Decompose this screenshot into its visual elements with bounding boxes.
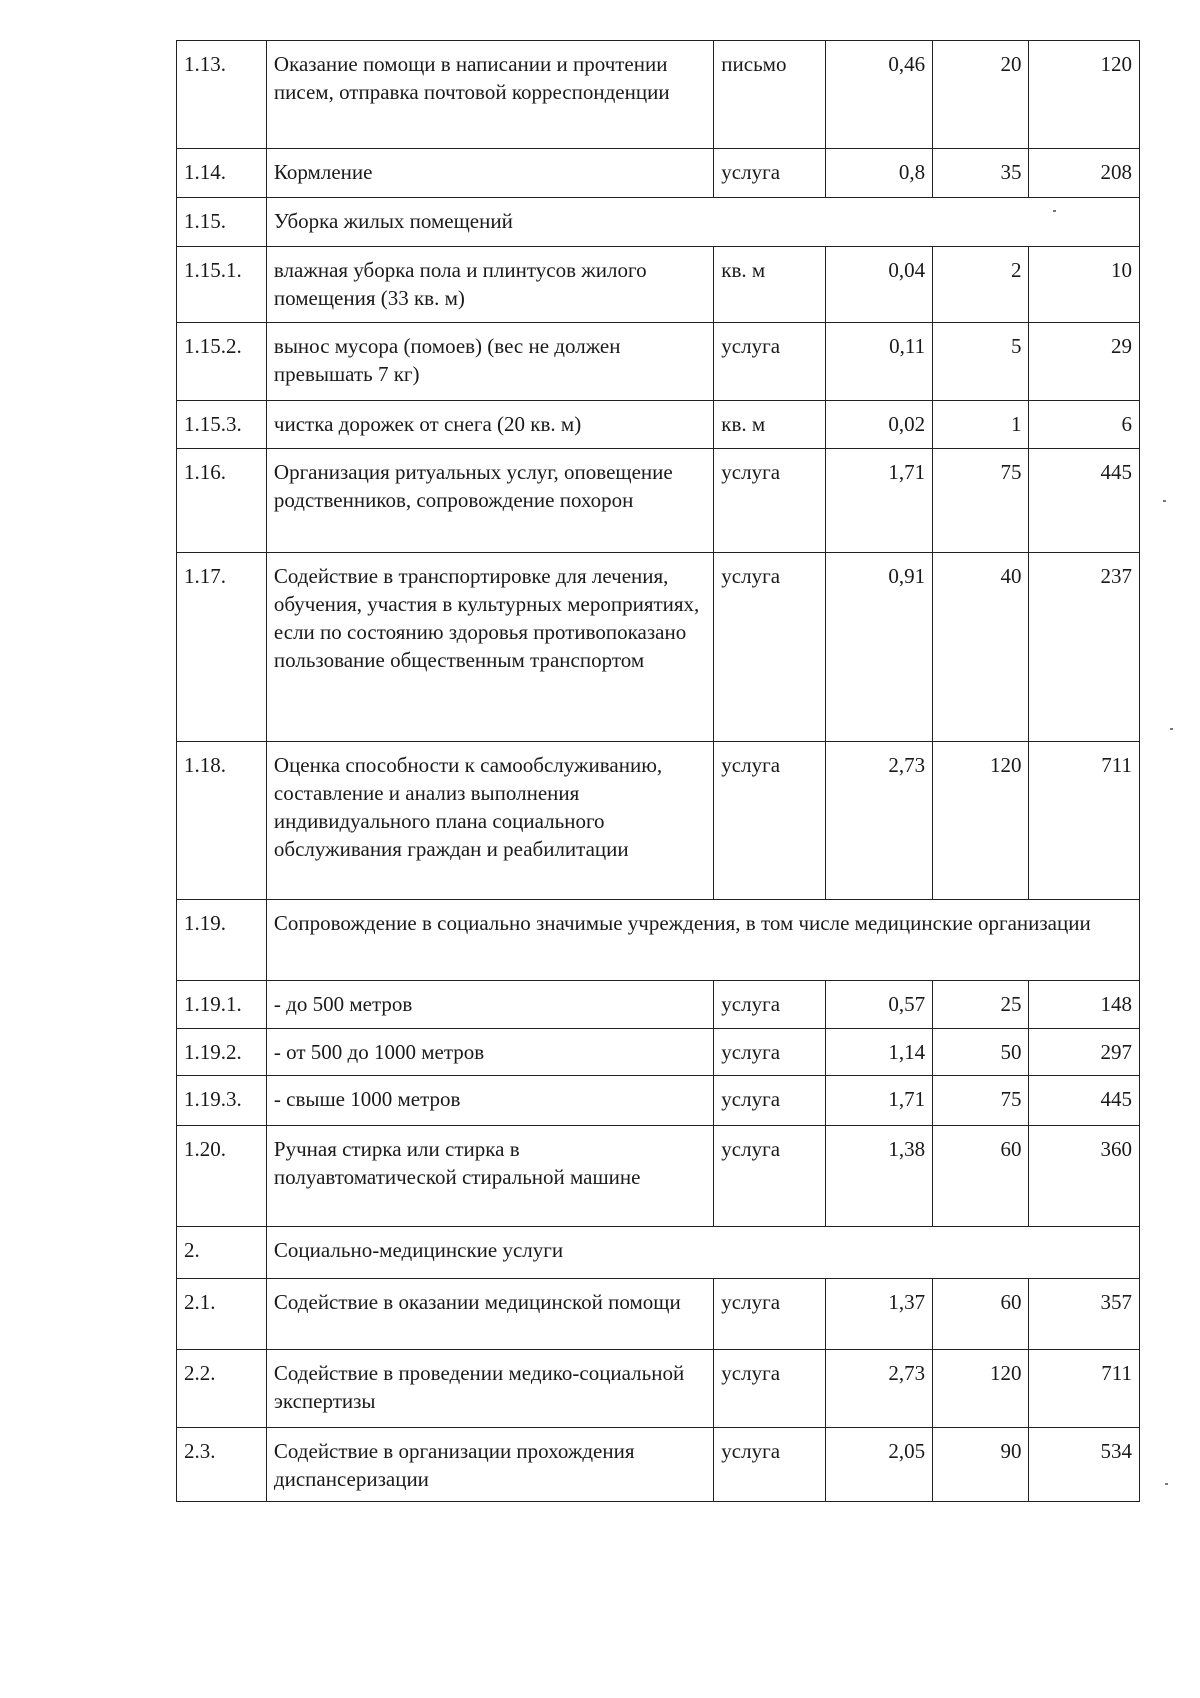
- table-row: [177, 401, 1140, 449]
- value-cell-1: 0,11: [825, 323, 932, 401]
- value-cell-2: 75: [933, 449, 1029, 553]
- table-section-row: [177, 1227, 1140, 1279]
- value-cell-3: 445: [1029, 1076, 1140, 1126]
- value-cell-2: 60: [933, 1279, 1029, 1350]
- unit-cell: услуга: [714, 1350, 826, 1428]
- value-cell-2: 20: [933, 41, 1029, 149]
- row-number-cell: 1.16.: [177, 449, 267, 553]
- table-row: [177, 1350, 1140, 1428]
- table-row: [177, 247, 1140, 323]
- service-name-cell: Содействие в проведении медико-социальной экспертизы: [266, 1350, 713, 1428]
- value-cell-1: 0,91: [825, 553, 932, 742]
- service-name-cell: Организация ритуальных услуг, оповещение родственников, сопровождение похорон: [266, 449, 713, 553]
- table-section-row: [177, 900, 1140, 981]
- service-name-cell: Содействие в оказании медицинской помощи: [266, 1279, 713, 1350]
- row-number-cell: 2.3.: [177, 1428, 267, 1502]
- table-section-row: [177, 198, 1140, 247]
- unit-cell: услуга: [714, 1428, 826, 1502]
- unit-cell: услуга: [714, 1279, 826, 1350]
- unit-cell: кв. м: [714, 401, 826, 449]
- row-number-cell: 1.19.2.: [177, 1029, 267, 1076]
- value-cell-3: 297: [1029, 1029, 1140, 1076]
- value-cell-2: 40: [933, 553, 1029, 742]
- scan-speck: [1165, 1483, 1168, 1485]
- service-name-cell: Содействие в транспортировке для лечения, обучения, участия в культурных мероприятиях, если по состоянию здоровья противопоказано пользование общественным транспортом: [266, 553, 713, 742]
- service-name-cell: чистка дорожек от снега (20 кв. м): [266, 401, 713, 449]
- service-name-cell: Оценка способности к самообслуживанию, составление и анализ выполнения индивидуального плана социального обслуживания граждан и реабилитации: [266, 742, 713, 900]
- value-cell-2: 50: [933, 1029, 1029, 1076]
- value-cell-2: 2: [933, 247, 1029, 323]
- scan-speck: [1170, 728, 1173, 730]
- value-cell-2: 35: [933, 149, 1029, 198]
- value-cell-3: 6: [1029, 401, 1140, 449]
- row-number-cell: 1.15.: [177, 198, 267, 247]
- row-number-cell: 1.19.: [177, 900, 267, 981]
- value-cell-3: 711: [1029, 1350, 1140, 1428]
- value-cell-1: 2,05: [825, 1428, 932, 1502]
- value-cell-3: 10: [1029, 247, 1140, 323]
- value-cell-1: 1,71: [825, 1076, 932, 1126]
- table-row: [177, 1076, 1140, 1126]
- value-cell-2: 120: [933, 1350, 1029, 1428]
- value-cell-1: 0,02: [825, 401, 932, 449]
- value-cell-1: 0,57: [825, 981, 932, 1029]
- unit-cell: кв. м: [714, 247, 826, 323]
- service-name-cell: вынос мусора (помоев) (вес не должен превышать 7 кг): [266, 323, 713, 401]
- table-row: [177, 449, 1140, 553]
- row-number-cell: 1.20.: [177, 1126, 267, 1227]
- table-row: [177, 1126, 1140, 1227]
- table-row: [177, 1279, 1140, 1350]
- value-cell-3: 360: [1029, 1126, 1140, 1227]
- value-cell-1: 1,14: [825, 1029, 932, 1076]
- table-row: [177, 149, 1140, 198]
- service-name-cell: Содействие в организации прохождения диспансеризации: [266, 1428, 713, 1502]
- unit-cell: услуга: [714, 553, 826, 742]
- value-cell-1: 1,71: [825, 449, 932, 553]
- table-row: [177, 1428, 1140, 1502]
- value-cell-3: 208: [1029, 149, 1140, 198]
- row-number-cell: 1.19.3.: [177, 1076, 267, 1126]
- value-cell-2: 5: [933, 323, 1029, 401]
- section-title-cell: Социально-медицинские услуги: [266, 1227, 1139, 1279]
- scan-speck: [1053, 210, 1056, 212]
- value-cell-2: 75: [933, 1076, 1029, 1126]
- value-cell-1: 2,73: [825, 742, 932, 900]
- value-cell-3: 29: [1029, 323, 1140, 401]
- unit-cell: услуга: [714, 1126, 826, 1227]
- row-number-cell: 1.15.3.: [177, 401, 267, 449]
- value-cell-2: 60: [933, 1126, 1029, 1227]
- row-number-cell: 1.14.: [177, 149, 267, 198]
- table-row: [177, 323, 1140, 401]
- value-cell-1: 2,73: [825, 1350, 932, 1428]
- table-row: [177, 742, 1140, 900]
- unit-cell: услуга: [714, 1076, 826, 1126]
- row-number-cell: 1.17.: [177, 553, 267, 742]
- value-cell-1: 0,46: [825, 41, 932, 149]
- table-row: [177, 553, 1140, 742]
- unit-cell: услуга: [714, 981, 826, 1029]
- scan-speck: [1163, 500, 1166, 502]
- row-number-cell: 1.15.1.: [177, 247, 267, 323]
- unit-cell: услуга: [714, 1029, 826, 1076]
- value-cell-2: 90: [933, 1428, 1029, 1502]
- row-number-cell: 2.1.: [177, 1279, 267, 1350]
- value-cell-2: 120: [933, 742, 1029, 900]
- value-cell-3: 148: [1029, 981, 1140, 1029]
- value-cell-3: 237: [1029, 553, 1140, 742]
- value-cell-1: 0,8: [825, 149, 932, 198]
- service-name-cell: влажная уборка пола и плинтусов жилого помещения (33 кв. м): [266, 247, 713, 323]
- table-row: [177, 1029, 1140, 1076]
- service-name-cell: - свыше 1000 метров: [266, 1076, 713, 1126]
- value-cell-3: 445: [1029, 449, 1140, 553]
- row-number-cell: 1.18.: [177, 742, 267, 900]
- value-cell-1: 0,04: [825, 247, 932, 323]
- service-name-cell: Ручная стирка или стирка в полуавтоматической стиральной машине: [266, 1126, 713, 1227]
- unit-cell: услуга: [714, 149, 826, 198]
- unit-cell: письмо: [714, 41, 826, 149]
- row-number-cell: 1.19.1.: [177, 981, 267, 1029]
- value-cell-1: 1,37: [825, 1279, 932, 1350]
- value-cell-3: 120: [1029, 41, 1140, 149]
- value-cell-3: 357: [1029, 1279, 1140, 1350]
- row-number-cell: 1.15.2.: [177, 323, 267, 401]
- services-table-body: [177, 41, 1140, 1502]
- row-number-cell: 2.2.: [177, 1350, 267, 1428]
- value-cell-1: 1,38: [825, 1126, 932, 1227]
- row-number-cell: 1.13.: [177, 41, 267, 149]
- value-cell-2: 25: [933, 981, 1029, 1029]
- service-name-cell: Кормление: [266, 149, 713, 198]
- value-cell-3: 711: [1029, 742, 1140, 900]
- table-row: [177, 981, 1140, 1029]
- row-number-cell: 2.: [177, 1227, 267, 1279]
- value-cell-3: 534: [1029, 1428, 1140, 1502]
- services-table: [176, 40, 1140, 1502]
- service-name-cell: - до 500 метров: [266, 981, 713, 1029]
- section-title-cell: Уборка жилых помещений: [266, 198, 1139, 247]
- service-name-cell: - от 500 до 1000 метров: [266, 1029, 713, 1076]
- unit-cell: услуга: [714, 449, 826, 553]
- section-title-cell: Сопровождение в социально значимые учреждения, в том числе медицинские организации: [266, 900, 1139, 981]
- unit-cell: услуга: [714, 323, 826, 401]
- unit-cell: услуга: [714, 742, 826, 900]
- service-name-cell: Оказание помощи в написании и прочтении писем, отправка почтовой корреспонденции: [266, 41, 713, 149]
- value-cell-2: 1: [933, 401, 1029, 449]
- table-row: [177, 41, 1140, 149]
